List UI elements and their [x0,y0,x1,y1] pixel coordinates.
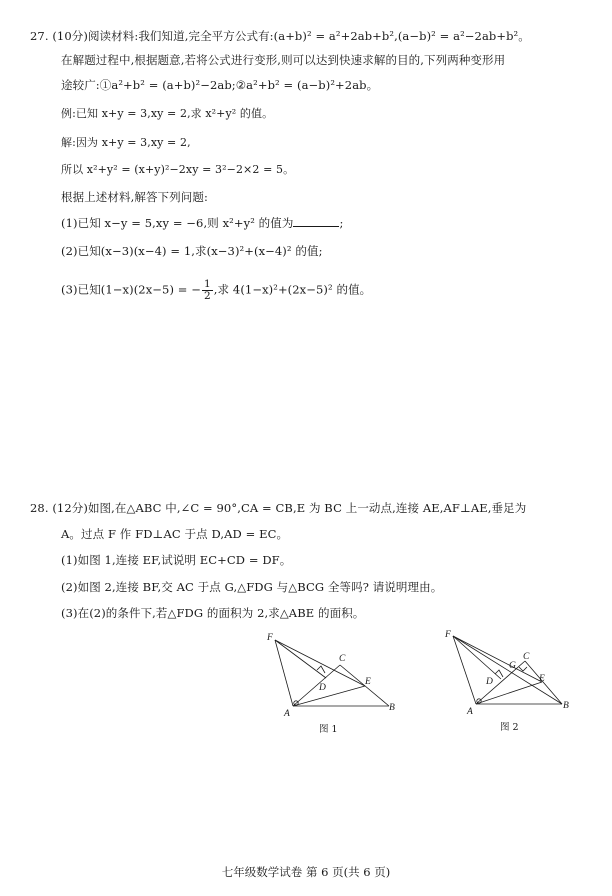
fig1-label-A: A [284,709,290,719]
q27-intro-line3: 途较广:①a²+b² = (a+b)²−2ab;②a²+b² = (a−b)²+2ab。 [61,78,379,92]
q27-part1 [61,216,343,230]
fraction-numerator: 1 [204,278,211,290]
q27-header: 27. (10分)阅读材料:我们知道,完全平方公式有:(a+b)² = a²+2ab+b²,(a−b)² = a²−2ab+b²。 [30,29,530,43]
answer-blank [293,216,339,227]
figure-1 [262,628,412,724]
q27-part2: (2)已知(x−3)(x−4) = 1,求(x−3)²+(x−4)² 的值; [61,244,323,258]
q28-continuation: A。过点 F 作 FD⊥AC 于点 D,AD = EC。 [61,527,289,541]
fraction-one-half [202,279,213,302]
q28-part3: (3)在(2)的条件下,若△FDG 的面积为 2,求△ABE 的面积。 [61,606,365,620]
figure-2 [440,626,580,722]
fig1-label-B: B [389,703,395,713]
fig1-label-D: D [319,683,326,693]
fig2-label-B: B [563,701,569,711]
fig2-label-G: G [509,661,516,671]
q27-part3-text: (3)已知(1−x)(2x−5) = − [61,282,202,297]
fig1-label-E: E [365,677,371,687]
q27-part3-rest: ,求 4(1−x)²+(2x−5)² 的值。 [213,282,372,297]
figure-2-caption: 图 2 [500,722,519,733]
q27-so: 所以 x²+y² = (x+y)²−2xy = 3²−2×2 = 5。 [61,163,295,176]
q27-part1-text: (1)已知 x−y = 5,xy = −6,则 x²+y² 的值为 [61,216,294,230]
fig1-label-C: C [339,654,346,664]
q27-example: 例:已知 x+y = 3,xy = 2,求 x²+y² 的值。 [61,107,274,120]
fig2-label-D: D [486,677,493,687]
q27-part1-end: ; [339,216,344,230]
fig2-label-E: E [539,674,545,684]
figure-1-caption: 图 1 [319,724,338,735]
q27-intro-line2: 在解题过程中,根据题意,若将公式进行变形,则可以达到快速求解的目的,下列两种变形用 [61,53,506,67]
fig2-label-A: A [467,707,473,717]
q28-header: 28. (12分)如图,在△ABC 中,∠C = 90°,CA = CB,E 为 BC 上一动点,连接 AE,AF⊥AE,垂足为 [30,501,527,515]
q28-part2: (2)如图 2,连接 BF,交 AC 于点 G,△FDG 与△BCG 全等吗? 请说明理由。 [61,580,443,594]
fraction-denominator: 2 [204,290,211,302]
q28-part1: (1)如图 1,连接 EF,试说明 EC+CD = DF。 [61,553,292,567]
q27-prompt: 根据上述材料,解答下列问题: [61,190,208,204]
page-footer: 七年级数学试卷 第 6 页(共 6 页) [221,865,391,879]
q27-solution: 解:因为 x+y = 3,xy = 2, [61,136,191,149]
q27-part3 [61,279,371,302]
fig1-label-F: F [267,633,273,643]
fig2-label-C: C [523,652,530,662]
fig2-label-F: F [445,630,451,640]
